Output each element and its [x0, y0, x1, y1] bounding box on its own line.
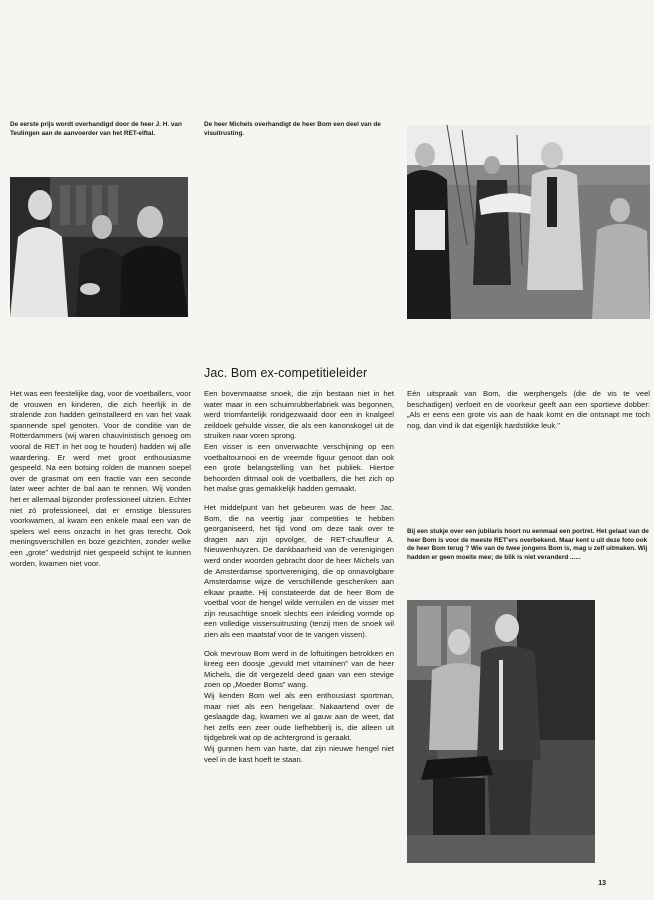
photo-portrait: [407, 600, 595, 863]
article-column-right: [407, 389, 650, 439]
paragraph: Eén uitspraak van Bom, die werphengels (die de vis te veel beschadigen) verfoeit en de voorkeur geeft aan een sportieve dobber: „Als er eens een grote vis aan de haak komt en die ontsnapt me toch nog, dan vind ik dat eigenlijk hardstikke leuk.”: [407, 389, 650, 430]
paragraph: Het middelpunt van het gebeuren was de heer Jac. Bom, die na veertig jaar competities te hebben georganiseerd, het tijd vond om deze taak over te dragen aan zijn opvolger, de RET-chauffeur A. Nieuwenhuyzen. De dankbaarheid van de verenigingen werd onder woorden gebracht door de heer Michels van de Amsterdamse sportvereniging, die op onnavolgbare Amsterdamse wijze de verschillende geschenken aan elkaar praatte. Hij constateerde dat de heer Bom de voetbal voor de hengel wilde verruilen en de visser met zijn reusachtige snoek slechts een inleiding vormde op een volledige vissersuitrusting (tenzij men de snoek wil zien als een maatstaf voor de te vangen vissen).: [204, 502, 394, 640]
article-column-middle: [204, 389, 394, 773]
paragraph: Het was een feestelijke dag, voor de voetballers, voor de vrouwen en kinderen, die zich heerlijk in de stralende zon hadden geïnstalleerd en van het vaak spannende spel genoten. Voor de conditie van de Rotterdammers (wij waren chauvinistisch genoeg om vooral de RET in het oog te houden) hadden wij alle waardering. Er werd met groot enthousiasme gespeeld. Na een botsing rolden de mannen soepel over de grasmat om een fractie van een seconde later weer achter de bal aan te rennen. Wij vonden het er allemaal bijzonder professioneel uitzien. Echter niet zó professioneel, dat er ernstige blessures voorkwamen, al kwam een enkele maal een van de spelers wel eens onzacht in het gras terecht. Ook meningsverschillen en boze gezichten, zonder welke een „grote” wedstrijd niet gespeeld schijnt te kunnen worden, kwamen niet voor.: [10, 389, 191, 568]
caption-portrait: Bij een stukje over een jubilaris hoort nu eenmaal een portret. Het gelaat van de heer Bom is voor de meeste RET'ers overbekend. Maar kent u uit deze foto ook de heer Bom terug ? Wie van de twee jongens Bom is, mag u zelf uitmaken. Wij hadden er geen moeite mee; de blik is niet veranderd ......: [407, 528, 649, 561]
article-title: Jac. Bom ex-competitieleider: [204, 366, 368, 380]
paragraph: Een bovenmaatse snoek, die zijn bestaan niet in het water maar in een schuimrubberfabriek was begonnen, werd triomfantelijk rondgezwaaid door een in knalgeel zeildoek gehulde visser, die als een kanonskogel uit de struiken naar voren sprong. Een visser is een onverwachte verschijning op een voetbaltournooi en de vreemde figuur genoot dan ook een grote belangstelling van het publiek. Hiertoe behoorden ditmaal ook de voetballers, die het zich op het malse gras gemakkelijk hadden gemaakt.: [204, 389, 394, 494]
article-column-left: [10, 389, 191, 577]
page-number: 13: [598, 880, 606, 887]
caption-prize: De eerste prijs wordt overhandigd door de heer J. H. van Teulingen aan de aanvoerder van het RET-elftal.: [10, 121, 182, 137]
caption-fishing-gear: De heer Michels overhandigt de heer Bom een deel van de visuitrusting.: [204, 121, 381, 137]
photo-prize-handover: [10, 177, 188, 317]
photo-fishing-gear: [407, 125, 650, 319]
paragraph: Ook mevrouw Bom werd in de loftuitingen betrokken en kreeg een doosje „gevuld met vitaminen” van de heer Michels, die dit vergezeld deed gaan van een stevige zoen op „Moeder Boms” wang. Wij kenden Bom wel als een enthousiast sportman, maar niet als een hengelaar. Nakaartend over de geslaagde dag, kwamen we al gauw aan de weet, dat het zelfs een zeer oude liefhebberij is, die alleen uit tijdgebrek wat op de achtergrond is geraakt. Wij gunnen hem van harte, dat zijn nieuwe hengel niet veel in de kast hoeft te staan.: [204, 648, 394, 764]
